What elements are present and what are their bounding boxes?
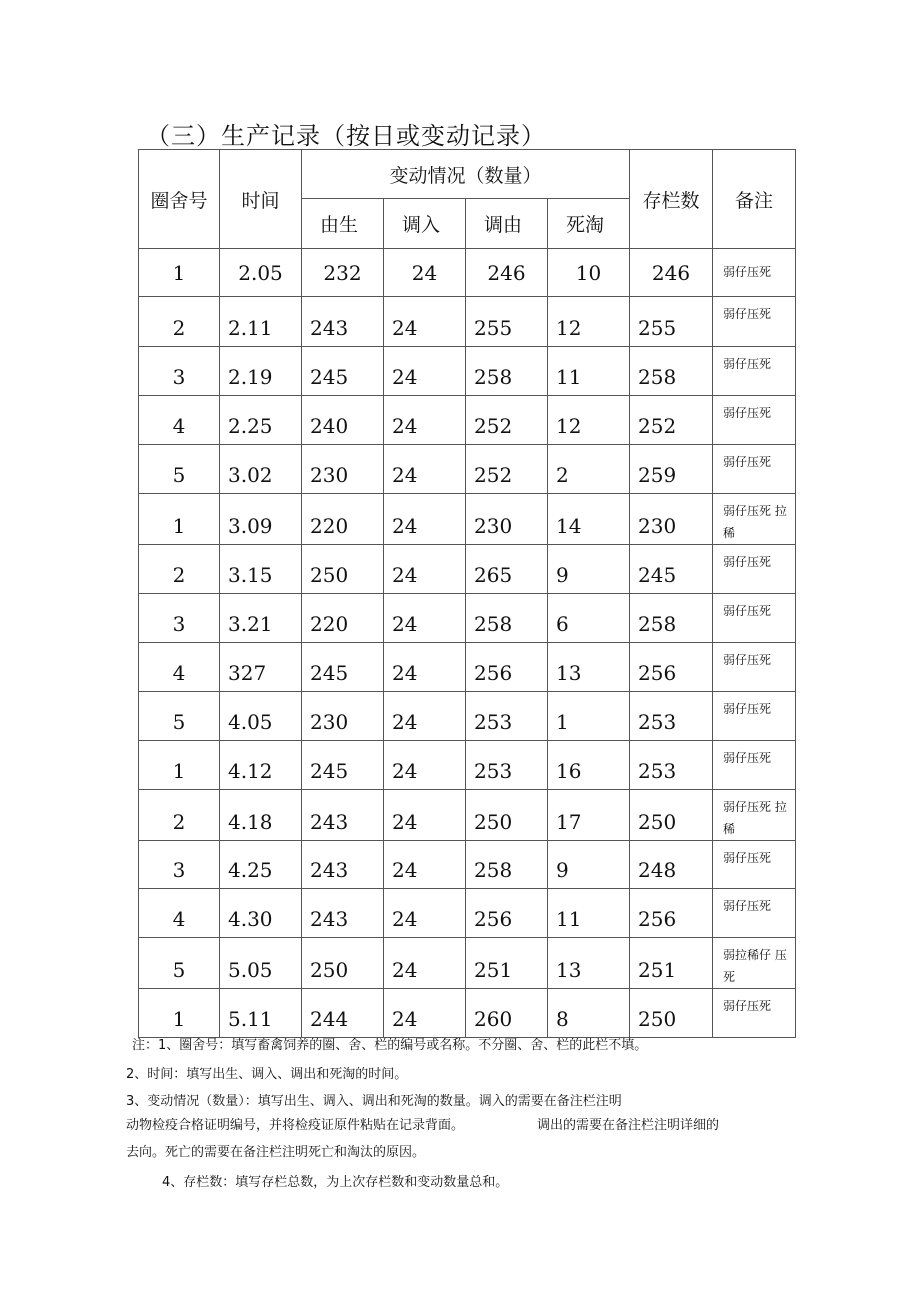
cell-stock: 259 [630,445,713,494]
cell-stock: 258 [630,594,713,643]
table-row [139,594,796,643]
header-in: 调入 [384,199,466,249]
cell-out: 260 [466,989,548,1038]
cell-pen: 5 [139,938,220,989]
cell-remark: 弱仔压死 拉稀 [713,494,796,545]
cell-remark: 弱仔压死 [713,594,796,643]
cell-stock: 256 [630,889,713,938]
cell-born: 243 [302,790,384,841]
table-row [139,297,796,347]
cell-born: 245 [302,643,384,692]
cell-born: 243 [302,297,384,347]
cell-out: 251 [466,938,548,989]
header-change: 变动情况（数量） [302,150,630,199]
cell-in: 24 [384,249,466,297]
cell-remark: 弱拉稀仔 压死 [713,938,796,989]
note-4: 4、存栏数：填写存栏总数，为上次存栏数和变动数量总和。 [162,1175,509,1190]
cell-dead: 10 [548,249,630,297]
cell-dead: 9 [548,841,630,889]
cell-pen: 2 [139,790,220,841]
cell-remark: 弱仔压死 [713,841,796,889]
cell-pen: 5 [139,445,220,494]
cell-dead: 6 [548,594,630,643]
cell-dead: 11 [548,889,630,938]
cell-in: 24 [384,692,466,741]
cell-out: 258 [466,841,548,889]
cell-in: 24 [384,938,466,989]
table-row [139,692,796,741]
cell-time: 327 [220,643,302,692]
cell-dead: 13 [548,643,630,692]
cell-pen: 2 [139,297,220,347]
cell-pen: 4 [139,643,220,692]
cell-dead: 12 [548,297,630,347]
cell-time: 3.15 [220,545,302,594]
header-born: 由生 [302,199,384,249]
cell-stock: 230 [630,494,713,545]
note-1: 注：1、圈舍号：填写畜禽饲养的圈、舍、栏的编号或名称。不分圈、舍、栏的此栏不填。 [132,1038,648,1053]
cell-pen: 2 [139,545,220,594]
cell-time: 4.05 [220,692,302,741]
cell-pen: 1 [139,249,220,297]
cell-born: 245 [302,347,384,396]
cell-born: 220 [302,494,384,545]
header-remark: 备注 [713,150,796,249]
table-row [139,643,796,692]
cell-pen: 1 [139,989,220,1038]
note-3a: 3、变动情况（数量）：填写出生、调入、调出和死淘的数量。调入的需要在备注栏注明 [126,1094,622,1109]
cell-out: 253 [466,692,548,741]
cell-remark: 弱仔压死 [713,889,796,938]
cell-in: 24 [384,297,466,347]
table-row [139,445,796,494]
cell-dead: 13 [548,938,630,989]
cell-born: 240 [302,396,384,445]
cell-pen: 1 [139,494,220,545]
header-pen: 圈舍号 [139,150,220,249]
cell-in: 24 [384,790,466,841]
cell-born: 220 [302,594,384,643]
cell-out: 253 [466,741,548,790]
cell-out: 252 [466,445,548,494]
cell-stock: 255 [630,297,713,347]
cell-born: 245 [302,741,384,790]
cell-dead: 9 [548,545,630,594]
table-row [139,989,796,1038]
cell-born: 250 [302,545,384,594]
cell-out: 252 [466,396,548,445]
cell-time: 5.11 [220,989,302,1038]
cell-time: 3.09 [220,494,302,545]
cell-born: 232 [302,249,384,297]
table-row [139,249,796,297]
cell-in: 24 [384,643,466,692]
cell-time: 4.30 [220,889,302,938]
cell-out: 250 [466,790,548,841]
cell-born: 230 [302,692,384,741]
cell-remark: 弱仔压死 拉稀 [713,790,796,841]
cell-out: 265 [466,545,548,594]
cell-time: 2.11 [220,297,302,347]
cell-in: 24 [384,841,466,889]
table-row [139,494,796,545]
cell-in: 24 [384,445,466,494]
table-row [139,938,796,989]
cell-remark: 弱仔压死 [713,445,796,494]
cell-in: 24 [384,594,466,643]
cell-dead: 2 [548,445,630,494]
note-3c: 调出的需要在备注栏注明详细的 [537,1118,720,1133]
cell-time: 4.18 [220,790,302,841]
cell-time: 2.25 [220,396,302,445]
cell-stock: 250 [630,989,713,1038]
cell-in: 24 [384,545,466,594]
cell-dead: 17 [548,790,630,841]
note-3d: 去向。死亡的需要在备注栏注明死亡和淘汰的原因。 [126,1145,426,1160]
table-row [139,790,796,841]
cell-stock: 250 [630,790,713,841]
cell-time: 3.02 [220,445,302,494]
cell-stock: 245 [630,545,713,594]
cell-pen: 4 [139,396,220,445]
cell-remark: 弱仔压死 [713,545,796,594]
table-row [139,545,796,594]
header-stock: 存栏数 [630,150,713,249]
cell-dead: 12 [548,396,630,445]
cell-time: 3.21 [220,594,302,643]
cell-out: 255 [466,297,548,347]
cell-time: 5.05 [220,938,302,989]
cell-in: 24 [384,889,466,938]
cell-stock: 246 [630,249,713,297]
cell-stock: 256 [630,643,713,692]
cell-dead: 1 [548,692,630,741]
cell-stock: 253 [630,692,713,741]
cell-remark: 弱仔压死 [713,692,796,741]
cell-stock: 251 [630,938,713,989]
cell-born: 230 [302,445,384,494]
cell-remark: 弱仔压死 [713,989,796,1038]
cell-out: 246 [466,249,548,297]
page-title: （三）生产记录（按日或变动记录） [146,122,546,150]
cell-born: 250 [302,938,384,989]
cell-dead: 11 [548,347,630,396]
cell-remark: 弱仔压死 [713,249,796,297]
cell-out: 230 [466,494,548,545]
cell-time: 4.25 [220,841,302,889]
cell-dead: 14 [548,494,630,545]
cell-time: 2.19 [220,347,302,396]
header-dead: 死淘 [548,199,630,249]
cell-in: 24 [384,741,466,790]
note-3b: 动物检疫合格证明编号，并将检疫证原件粘贴在记录背面。 [126,1118,465,1133]
cell-in: 24 [384,494,466,545]
cell-in: 24 [384,347,466,396]
cell-remark: 弱仔压死 [713,347,796,396]
cell-pen: 3 [139,841,220,889]
cell-stock: 252 [630,396,713,445]
cell-dead: 16 [548,741,630,790]
header-time: 时间 [220,150,302,249]
cell-dead: 8 [548,989,630,1038]
cell-pen: 5 [139,692,220,741]
cell-born: 243 [302,841,384,889]
cell-stock: 253 [630,741,713,790]
cell-pen: 1 [139,741,220,790]
cell-born: 243 [302,889,384,938]
cell-out: 258 [466,594,548,643]
cell-remark: 弱仔压死 [713,297,796,347]
cell-time: 4.12 [220,741,302,790]
cell-pen: 3 [139,594,220,643]
table-row [139,889,796,938]
production-record-table [138,149,796,1038]
note-2: 2、时间：填写出生、调入、调出和死淘的时间。 [126,1067,408,1082]
cell-born: 244 [302,989,384,1038]
cell-in: 24 [384,989,466,1038]
cell-remark: 弱仔压死 [713,643,796,692]
header-out: 调由 [466,199,548,249]
table-row [139,396,796,445]
cell-stock: 258 [630,347,713,396]
cell-pen: 4 [139,889,220,938]
cell-out: 256 [466,889,548,938]
cell-remark: 弱仔压死 [713,396,796,445]
cell-out: 256 [466,643,548,692]
cell-time: 2.05 [220,249,302,297]
table-row [139,347,796,396]
cell-pen: 3 [139,347,220,396]
cell-stock: 248 [630,841,713,889]
cell-out: 258 [466,347,548,396]
table-row [139,741,796,790]
cell-in: 24 [384,396,466,445]
cell-remark: 弱仔压死 [713,741,796,790]
table-row [139,841,796,889]
